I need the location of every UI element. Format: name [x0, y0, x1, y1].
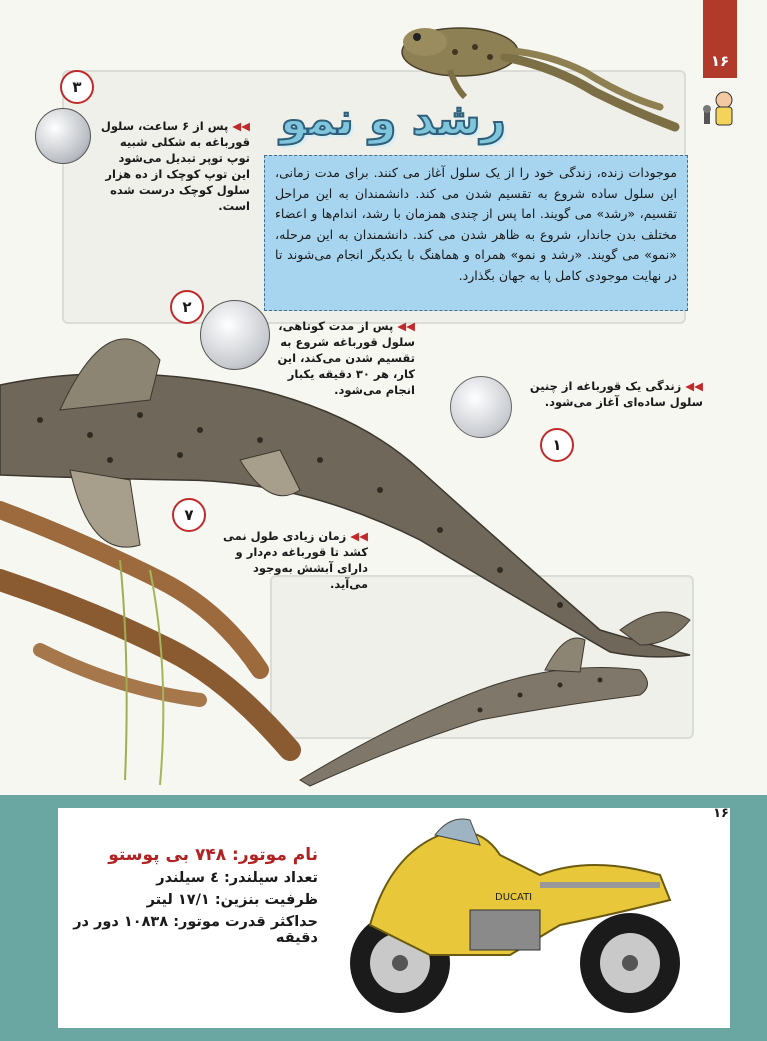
roots-illustration — [0, 500, 340, 790]
page-number-tab — [703, 0, 737, 78]
stage-caption: ◀◀ پس از ۶ ساعت، سلول قورباغه به شکلی شبیه توپ توپر تبدیل می‌شود این توپ کوچک از ده هزار سلول کوچک درست شده است. — [100, 119, 250, 213]
arrow-icon: ◀◀ — [685, 379, 703, 393]
stage-number-circle: ١ — [540, 428, 574, 462]
cell-ball-image — [35, 108, 91, 164]
bottom-page-number: ١۶ — [713, 806, 729, 821]
motorcycle-name: نام موتور: ۷۴۸ بی پوستو — [108, 845, 318, 865]
scientist-icon — [700, 88, 740, 132]
motorcycle-image — [330, 815, 700, 1020]
stage-number-circle: ٢ — [170, 290, 204, 324]
stage-caption: ◀◀ زندگی یک قورباغه از چنین سلول ساده‌ای آغاز می‌شود. — [529, 379, 703, 409]
stage-number-circle: ٧ — [172, 498, 206, 532]
stage-caption: ◀◀ پس از مدت کوتاهی، سلول قورباغه شروع به تقسیم شدن می‌کند، این کار، هر ۳۰ دقیقه یکبار انجام می‌شود. — [277, 319, 415, 397]
page-title: رشد و نمو — [280, 94, 506, 145]
stage-caption: ◀◀ زمان زیادی طول نمی کشد تا قورباغه دم‌دار و دارای آبشش به‌وجود می‌آید. — [223, 529, 368, 591]
intro-text-box — [264, 155, 688, 311]
arrow-icon: ◀◀ — [350, 529, 368, 543]
arrow-icon: ◀◀ — [232, 119, 250, 133]
page-number: ١۶ — [710, 52, 730, 70]
spec-max-power: حداکثر قدرت موتور: ۱۰۸۳۸ دور در دقیقه — [73, 914, 318, 946]
spec-cylinders: تعداد سیلندر: ٤ سیلندر — [156, 870, 318, 886]
spec-fuel-capacity: ظرفیت بنزین: ۱۷/۱ لیتر — [146, 892, 318, 908]
intro-text: موجودات زنده، زندگی خود را از یک سلول آغاز می کنند. برای مدت زمانی، این سلول ساده شروع به تقسیم شدن می کند. دانشمندان به این مراحل تقسیم، «رشد» می گویند. اما پس از چندی همزمان با رشد، اندام‌ها و اعضاء مختلف بدن جاندار، شروع به ظاهر شدن می کند. دانشمندان به این مرحله، «نمو» می گویند. «رشد و نمو» همراه و هماهنگ با یکدیگر انجام می‌شوند تا در نهایت موجودی کامل پا به جهان بگذارد. — [275, 165, 677, 283]
bike-brand-label: DUCATI — [495, 892, 533, 903]
arrow-icon: ◀◀ — [397, 319, 415, 333]
stage-number-circle: ٣ — [60, 70, 94, 104]
